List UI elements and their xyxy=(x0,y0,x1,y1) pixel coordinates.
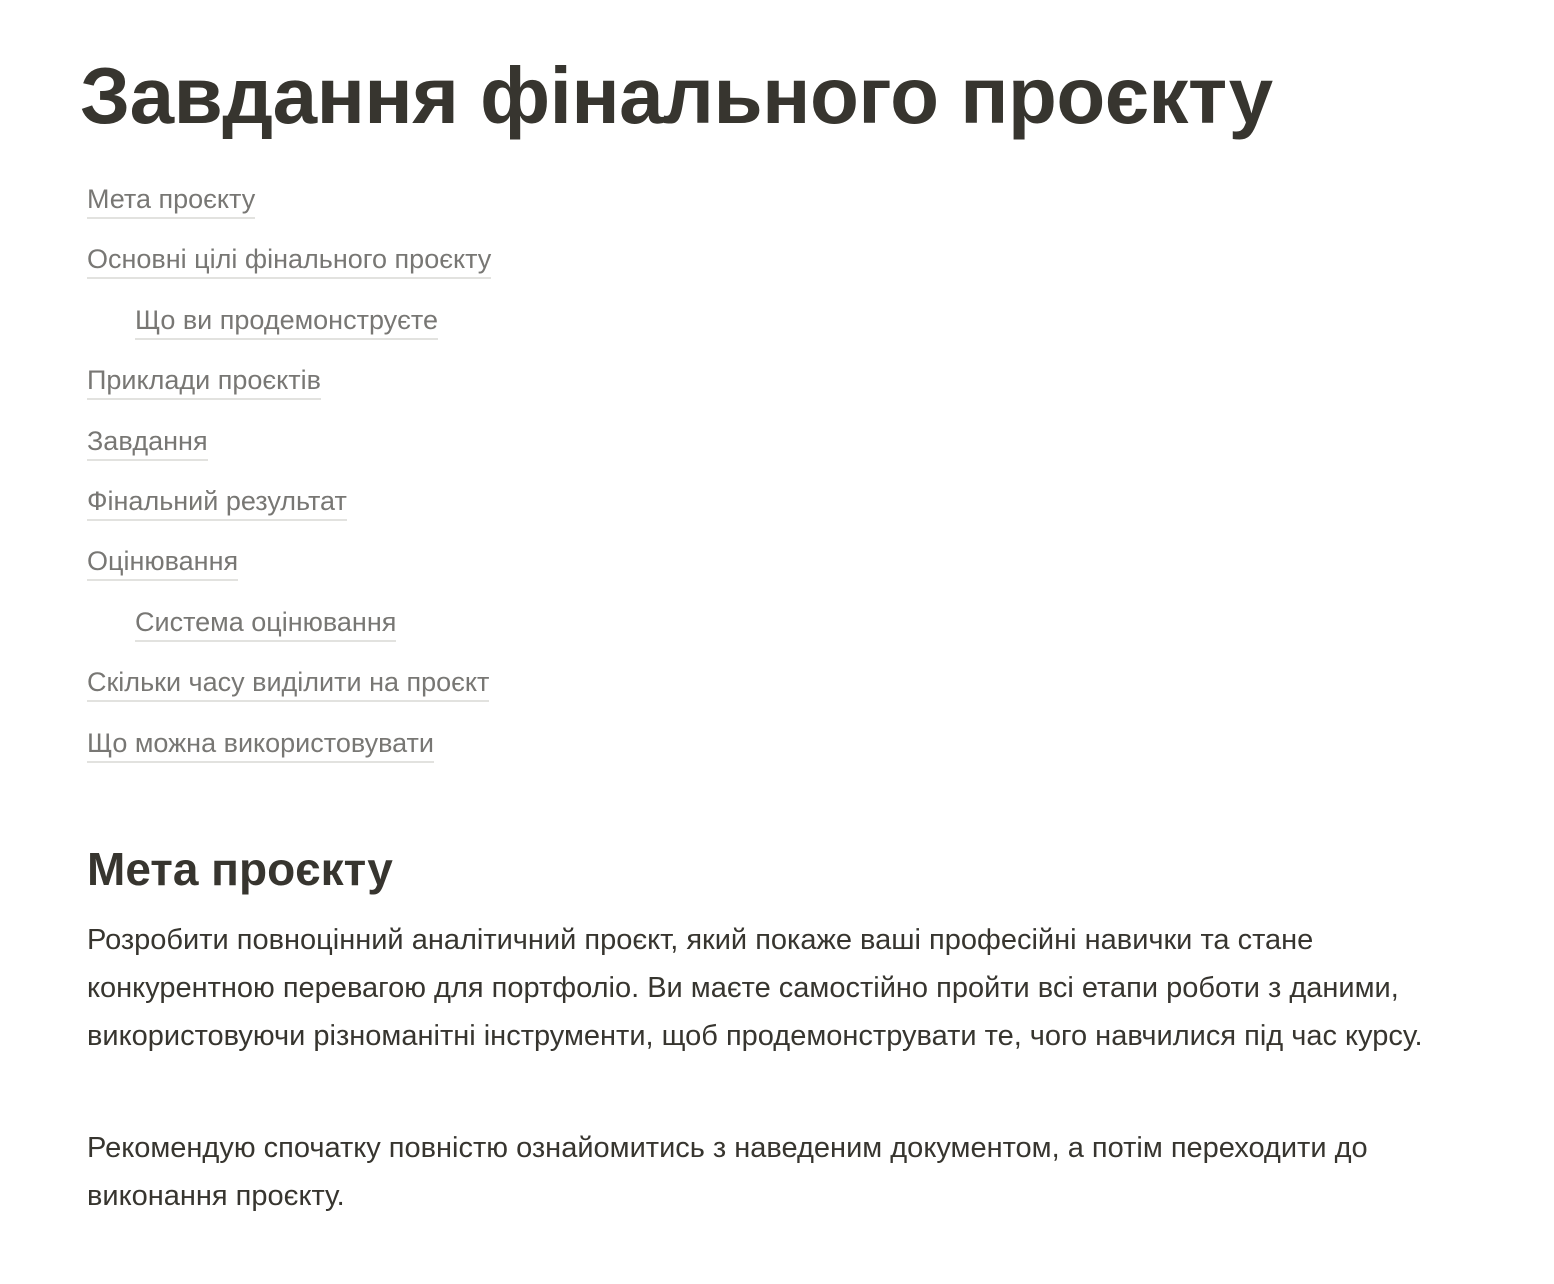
toc-item xyxy=(87,484,1087,544)
section-heading: Мета проєкту xyxy=(87,843,393,895)
toc-link-evaluation[interactable]: Оцінювання xyxy=(87,544,238,581)
toc-item xyxy=(87,182,1087,242)
section-paragraph: Рекомендую спочатку повністю ознайомитись з наведеним документом, а потім переходити до виконання проєкту. xyxy=(87,1132,1368,1212)
table-of-contents xyxy=(87,182,1087,786)
toc-link-project-examples[interactable]: Приклади проєктів xyxy=(87,363,321,400)
toc-link-final-result[interactable]: Фінальний результат xyxy=(87,484,347,521)
toc-link-main-goals[interactable]: Основні цілі фінального проєкту xyxy=(87,242,491,279)
toc-item xyxy=(87,242,1087,302)
toc-link-allowed-tools[interactable]: Що можна використовувати xyxy=(87,726,434,763)
toc-item xyxy=(87,424,1087,484)
toc-item xyxy=(87,544,1087,604)
toc-link-time-allocation[interactable]: Скільки часу виділити на проєкт xyxy=(87,665,489,702)
toc-link-tasks[interactable]: Завдання xyxy=(87,424,208,461)
toc-link-what-you-demonstrate[interactable]: Що ви продемонструєте xyxy=(135,303,438,340)
toc-item xyxy=(87,665,1087,725)
toc-item xyxy=(87,363,1087,423)
toc-link-meta[interactable]: Мета проєкту xyxy=(87,182,255,219)
toc-item-indented xyxy=(87,303,1087,363)
toc-item-indented xyxy=(87,605,1087,665)
section-paragraph: Розробити повноцінний аналітичний проєкт, який покаже ваші професійні навички та стане конкурентною перевагою для портфоліо. Ви маєте самостійно пройти всі етапи роботи з даними, використовуючи різноманітні інструменти, щоб продемонструвати те, чого навчилися під час курсу. xyxy=(87,924,1423,1052)
page-title: Завдання фінального проєкту xyxy=(80,51,1273,140)
toc-item xyxy=(87,726,1087,786)
toc-link-grading-system[interactable]: Система оцінювання xyxy=(135,605,396,642)
